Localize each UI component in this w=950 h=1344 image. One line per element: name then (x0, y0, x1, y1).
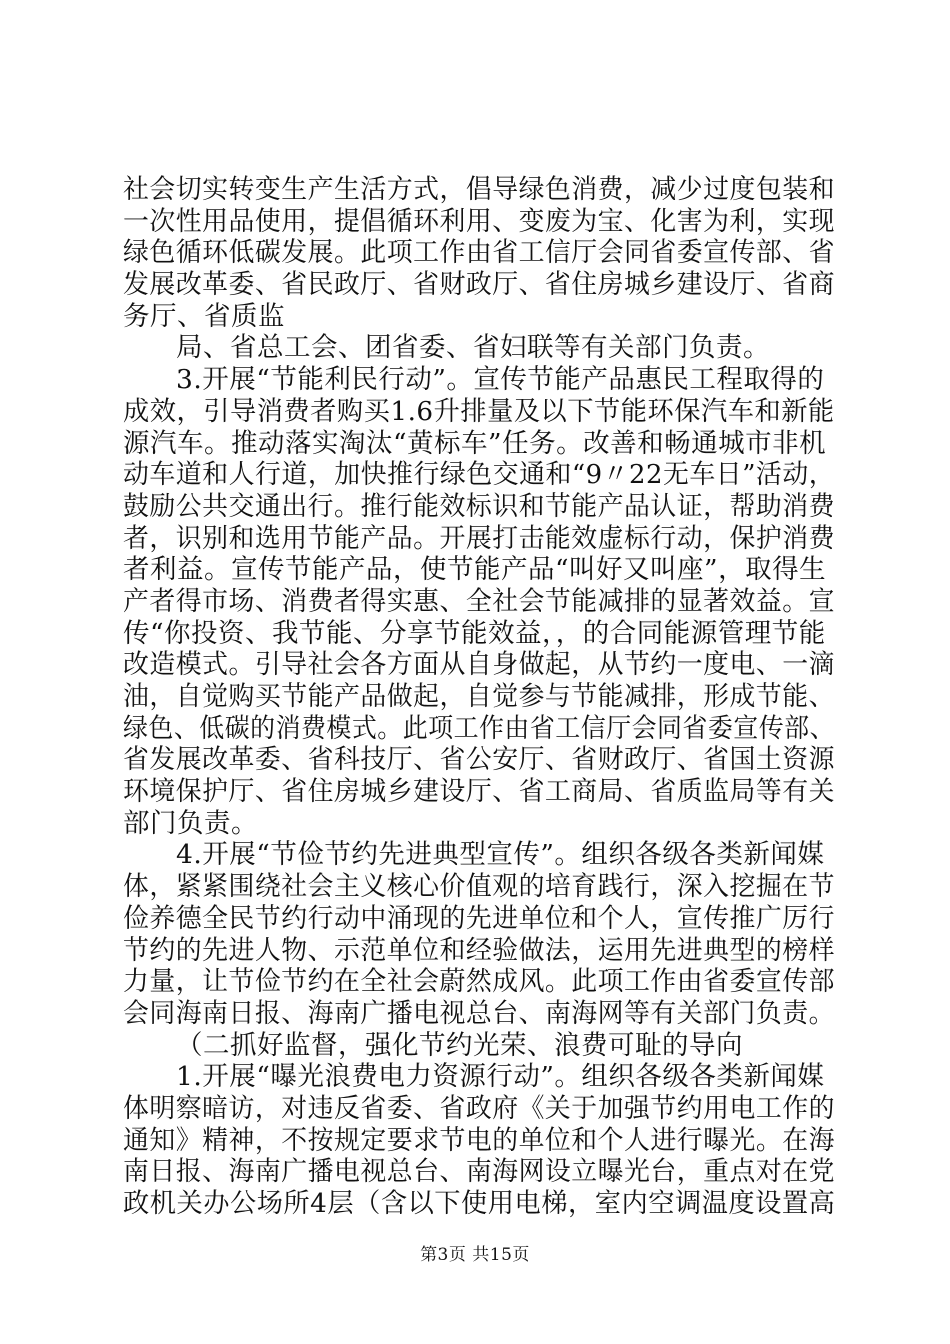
text-line: 一次性用品使用，提倡循环利用、变废为宝、化害为利，实现 (123, 205, 836, 237)
document-body (123, 174, 835, 1220)
text-line: 者，识别和选用节能产品。开展打击能效虚标行动，保护消费 (123, 522, 836, 554)
text-line: 源汽车。推动落实淘汰“黄标车”任务。改善和畅通城市非机 (123, 427, 827, 459)
text-line: 环境保护厅、省住房城乡建设厅、省工商局、省质监局等有关 (123, 776, 836, 808)
text-line: 改造模式。引导社会各方面从自身做起，从节约一度电、一滴 (123, 649, 836, 681)
text-line: 产者得市场、消费者得实惠、全社会节能减排的显著效益。宣 (123, 585, 836, 617)
text-line: 节约的先进人物、示范单位和经验做法，运用先进典型的榜样 (123, 934, 836, 966)
text-line: 体，紧紧围绕社会主义核心价值观的培育践行，深入挖掘在节 (123, 871, 836, 903)
text-line: 南日报、海南广播电视总台、南海网设立曝光台，重点对在党 (123, 1156, 836, 1188)
text-line: 社会切实转变生产生活方式，倡导绿色消费，减少过度包装和 (123, 174, 836, 205)
text-line: 发展改革委、省民政厅、省财政厅、省住房城乡建设厅、省商 (123, 269, 836, 301)
text-line: 成效，引导消费者购买1.6升排量及以下节能环保汽车和新能 (123, 395, 835, 427)
text-line: 动车道和人行道，加快推行绿色交通和“9〃22无车日”活动， (123, 459, 836, 491)
text-line: 政机关办公场所4层（含以下使用电梯，室内空调温度设置高 (123, 1188, 836, 1219)
text-line: 俭养德全民节约行动中涌现的先进单位和个人，宣传推广厉行 (123, 902, 836, 934)
text-line: 鼓励公共交通出行。推行能效标识和节能产品认证，帮助消费 (123, 490, 836, 522)
text-line: 力量，让节俭节约在全社会蔚然成风。此项工作由省委宣传部 (123, 966, 836, 998)
text-line: 务厅、省质监 (123, 300, 285, 332)
text-line: 油，自觉购买节能产品做起，自觉参与节能减排，形成节能、 (123, 681, 836, 712)
text-line: 通知》精神，不按规定要求节电的单位和个人进行曝光。在海 (123, 1124, 836, 1156)
text-line: 局、省总工会、团省委、省妇联等有关部门负责。 (176, 332, 770, 364)
text-line: 省发展改革委、省科技厅、省公安厅、省财政厅、省国土资源 (123, 744, 836, 776)
text-line: 绿色、低碳的消费模式。此项工作由省工信厅会同省委宣传部、 (123, 712, 836, 744)
text-line: 体明察暗访，对违反省委、省政府《关于加强节约用电工作的 (123, 1092, 836, 1124)
text-line: 会同海南日报、海南广播电视总台、南海网等有关部门负责。 (123, 997, 836, 1029)
text-line: 1.开展“曝光浪费电力资源行动”。组织各级各类新闻媒 (176, 1061, 825, 1093)
page-number-footer: 第3页 共15页 (420, 1245, 530, 1265)
text-line: 者利益。宣传节能产品，使节能产品“叫好又叫座”，取得生 (123, 554, 827, 586)
text-line: 绿色循环低碳发展。此项工作由省工信厅会同省委宣传部、省 (123, 237, 836, 269)
text-line: （二抓好监督，强化节约光荣、浪费可耻的导向 (176, 1029, 743, 1061)
text-line: 传“你投资、我节能、分享节能效益，，的合同能源管理节能 (123, 617, 826, 649)
text-line: 4.开展“节俭节约先进典型宣传”。组织各级各类新闻媒 (176, 839, 825, 871)
text-line: 3.开展“节能利民行动”。宣传节能产品惠民工程取得的 (176, 364, 825, 396)
text-line: 部门负责。 (123, 807, 258, 839)
